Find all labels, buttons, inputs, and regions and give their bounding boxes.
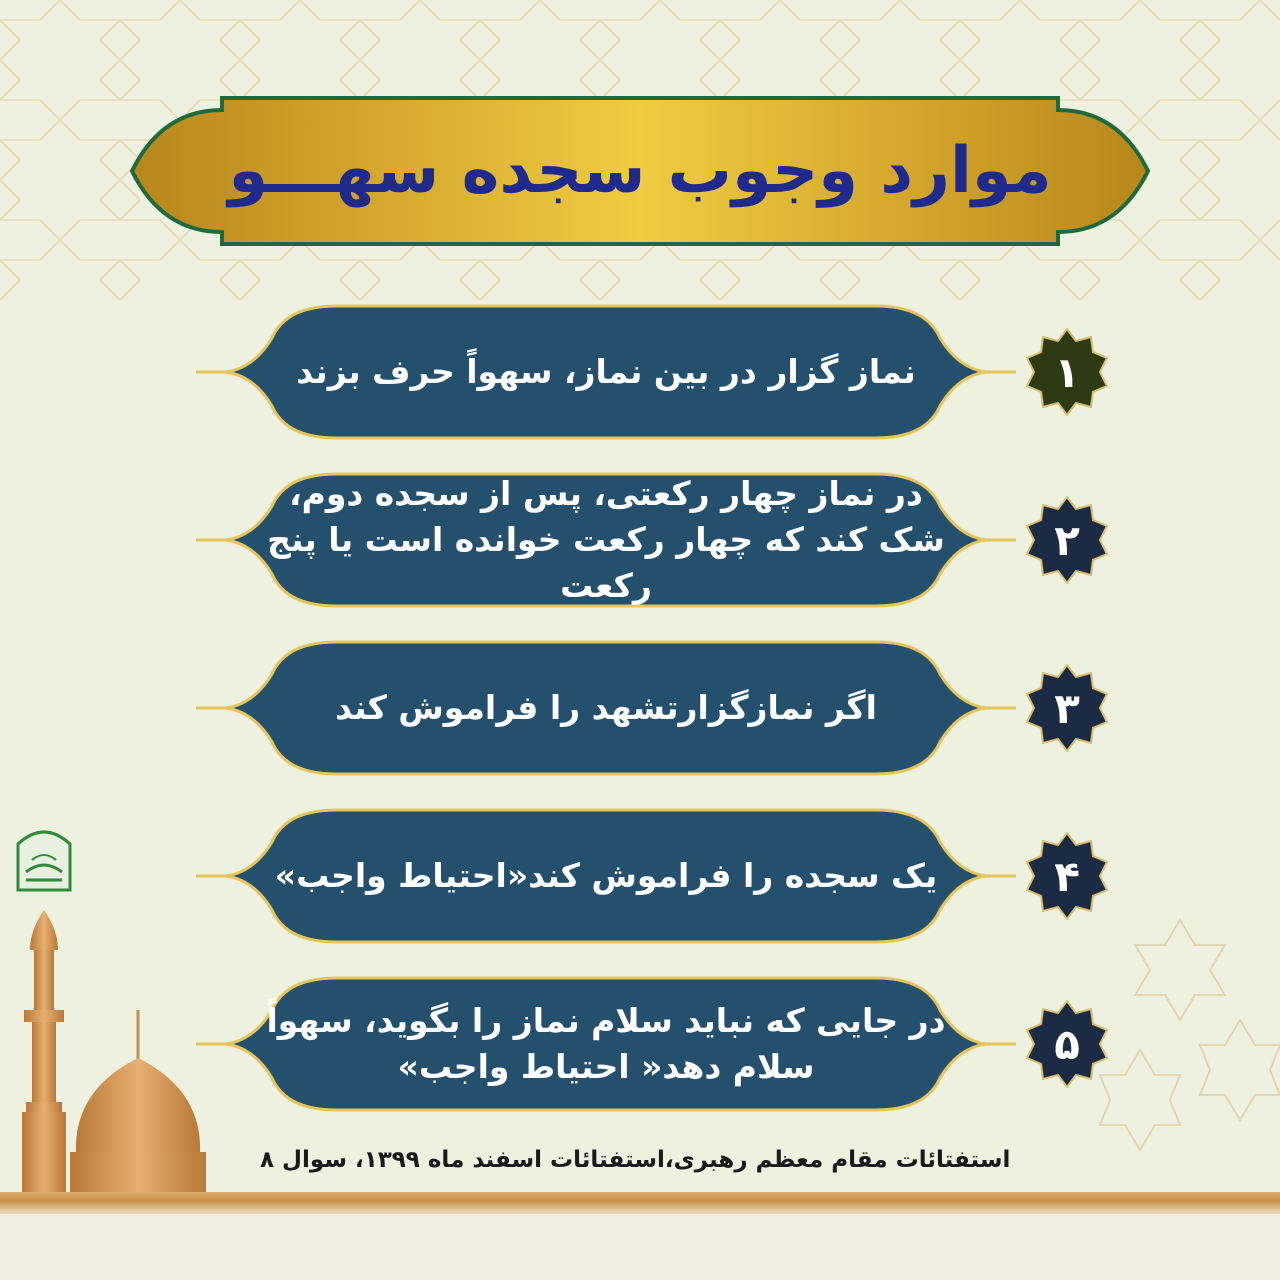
source-citation: استفتائات مقام معظم رهبری،استفتائات اسفند ماه ۱۳۹۹، سوال ۸ [260,1147,1011,1173]
item-text: اگر نمازگزارتشهد را فراموش کند [335,688,877,727]
badge-number: ۴ [1054,851,1080,901]
list-item [196,470,1116,610]
list-item [196,806,1116,946]
page-title: موارد وجوب سجده سهـــو [228,134,1052,208]
number-badge [1022,663,1112,753]
badge-number: ۵ [1054,1019,1080,1069]
number-badge [1022,495,1112,585]
badge-number: ۱ [1054,347,1080,397]
item-text: در جایی که نباید سلام نماز را بگوید، سهواً سلام دهد« احتیاط واجب» [266,1001,946,1086]
badge-number: ۲ [1054,515,1080,565]
list-item [196,638,1116,778]
floor-band [0,1192,1280,1280]
number-badge [1022,327,1112,417]
item-text: یک سجده را فراموش کند«احتیاط واجب» [274,856,938,895]
decorative-stars-pattern [1080,900,1280,1200]
list-item [196,302,1116,442]
badge-number: ۳ [1054,683,1080,733]
logo-icon [12,820,76,894]
item-text: نماز گزار در بین نماز، سهواً حرف بزند [296,352,916,391]
item-text: در نماز چهار رکعتی، پس از سجده دوم، شک کند که چهار رکعت خوانده است یا پنج رکعت [267,474,945,605]
list-item [196,974,1116,1114]
